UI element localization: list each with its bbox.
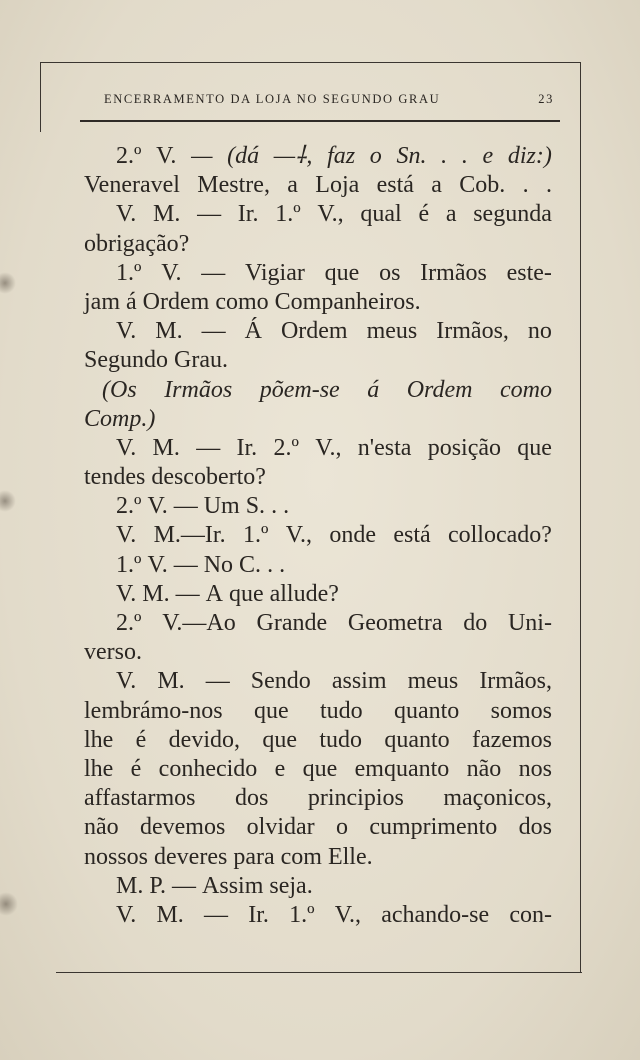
word: quanto	[384, 726, 450, 753]
word: olvidar	[246, 814, 315, 841]
word: com	[280, 843, 328, 870]
word: M.	[152, 434, 180, 461]
word: que	[228, 580, 270, 607]
word: .	[279, 551, 286, 578]
text-line	[84, 609, 552, 638]
ink-smudge	[0, 490, 16, 512]
text-line	[84, 755, 552, 784]
word: que	[324, 259, 360, 286]
ink-smudge	[0, 892, 18, 916]
word: Ir.	[236, 434, 258, 461]
word: principios	[307, 785, 404, 812]
word: —	[172, 872, 203, 899]
word: .	[545, 172, 552, 199]
word: como	[215, 288, 275, 315]
word: a	[431, 172, 442, 199]
word: assim	[331, 668, 387, 695]
word: faz	[327, 143, 356, 169]
text-line	[84, 317, 552, 346]
word: Um	[203, 493, 246, 520]
word: V.	[156, 143, 177, 169]
word: Ordem	[406, 376, 473, 403]
word: tendes	[84, 464, 152, 491]
word: V.,	[317, 201, 344, 228]
word: para	[233, 843, 281, 870]
word: n'esta	[357, 434, 412, 461]
word: Grau.	[174, 347, 228, 374]
word: o	[335, 814, 348, 841]
word: Sendo	[250, 668, 311, 695]
word: não	[84, 814, 119, 841]
word: Ordem	[142, 288, 216, 315]
word: os	[379, 259, 401, 286]
word: diz:)	[507, 143, 552, 169]
word: 2.º	[116, 143, 142, 169]
word: P.	[149, 872, 173, 899]
text-line	[84, 434, 552, 463]
text-line	[84, 346, 552, 375]
word: está	[393, 522, 431, 549]
word: Grande	[256, 610, 328, 636]
word: tudo	[319, 726, 363, 753]
word: Elle.	[327, 843, 373, 870]
word: con-	[509, 901, 552, 928]
text-line	[84, 463, 552, 492]
word: V.	[147, 493, 174, 520]
word: A	[205, 580, 229, 607]
word: (dá	[227, 143, 260, 169]
word: M.	[157, 668, 185, 695]
text-line	[84, 580, 552, 609]
word: tudo	[319, 697, 363, 724]
word: e	[482, 143, 494, 169]
word: onde	[329, 522, 376, 549]
word: e	[274, 755, 286, 782]
word: qual	[360, 201, 402, 228]
text-line	[84, 521, 552, 550]
word: Assim	[202, 872, 270, 899]
word: 1.º	[116, 259, 142, 286]
word: 2.º	[273, 434, 299, 461]
word: Companheiros.	[274, 288, 421, 315]
word: M.—Ir.	[153, 522, 226, 549]
word: V.	[116, 668, 137, 695]
word: verso.	[84, 639, 142, 666]
word: (Os	[102, 376, 137, 403]
word: meus	[407, 668, 459, 695]
word: Á	[244, 318, 262, 345]
word: é	[130, 755, 142, 782]
word: no	[527, 318, 552, 345]
word: —	[173, 493, 204, 520]
word: —	[201, 318, 226, 345]
word: V.—Ao	[162, 610, 236, 636]
word: —	[201, 259, 226, 286]
word: V.,	[315, 434, 342, 461]
word: V.	[116, 318, 137, 345]
word: que	[253, 697, 289, 724]
word: V.,	[334, 901, 361, 928]
word: dos	[235, 785, 269, 812]
word: Irmãos,	[479, 668, 552, 695]
word: Irmãos	[420, 259, 487, 286]
text-line	[84, 492, 552, 521]
word: 1.º	[289, 901, 315, 928]
word: C.	[239, 551, 268, 578]
word: devido,	[168, 726, 240, 753]
body-text	[84, 142, 552, 930]
word: somos	[490, 697, 552, 724]
word: —	[191, 143, 213, 169]
page-number: 23	[538, 92, 554, 106]
word: —	[204, 901, 228, 928]
text-line	[84, 142, 552, 171]
word: emquanto	[354, 755, 450, 782]
word: Geometra	[347, 610, 443, 636]
word: V.	[116, 201, 137, 228]
word: a	[287, 172, 298, 199]
word: que	[262, 726, 297, 753]
word: M.	[155, 318, 183, 345]
word: V.	[147, 551, 174, 578]
word: M.	[142, 580, 176, 607]
word: põem-se	[259, 376, 340, 403]
word: este-	[506, 259, 552, 286]
word: M.	[116, 872, 150, 899]
word: —	[197, 201, 222, 228]
word: maçonicos,	[443, 785, 552, 812]
word: lembrámo-nos	[84, 697, 223, 724]
word: Ir.	[248, 901, 269, 928]
word: 1.º	[116, 551, 148, 578]
word: 1.º	[242, 522, 269, 549]
word: fazemos	[472, 726, 552, 753]
word: deveres	[154, 843, 234, 870]
word: —	[173, 551, 204, 578]
word: nos	[518, 755, 552, 782]
word: .	[271, 493, 284, 520]
page-frame-left	[40, 62, 41, 132]
text-line	[84, 813, 552, 842]
text-line	[84, 376, 552, 405]
word: meus	[366, 318, 418, 345]
word: M.	[156, 901, 184, 928]
word: .	[461, 143, 468, 169]
word: affastarmos	[84, 785, 196, 812]
text-line	[84, 697, 552, 726]
word: jam	[84, 288, 126, 315]
word: não	[466, 755, 502, 782]
text-line	[84, 259, 552, 288]
word: Irmãos	[164, 376, 233, 403]
word: posição	[427, 434, 501, 461]
word: lhe	[84, 726, 114, 753]
word: que	[302, 755, 338, 782]
page-frame-top	[40, 62, 580, 63]
word: Cob.	[459, 172, 506, 199]
word: á	[367, 376, 380, 403]
word: Uni-	[507, 610, 552, 636]
word: dos	[518, 814, 552, 841]
word: nossos	[84, 843, 155, 870]
text-line	[84, 171, 552, 200]
word: V.,	[285, 522, 312, 549]
word: devemos	[140, 814, 226, 841]
word: —⸸,	[273, 143, 313, 169]
word: —	[205, 668, 230, 695]
word: Loja	[315, 172, 360, 199]
word: .	[283, 493, 290, 520]
word: collocado?	[447, 522, 552, 549]
word: descoberto?	[151, 464, 266, 491]
text-line	[84, 230, 552, 259]
text-line	[84, 200, 552, 229]
text-line	[84, 405, 552, 434]
text-line	[84, 901, 552, 930]
word: é	[135, 726, 147, 753]
text-line	[84, 872, 552, 901]
word: lhe	[84, 755, 114, 782]
word: No	[203, 551, 240, 578]
word: o	[369, 143, 382, 169]
word: achando-se	[381, 901, 490, 928]
word: Veneravel	[84, 172, 180, 199]
word: 1.º	[275, 201, 301, 228]
header-rule	[80, 120, 560, 122]
word: —	[196, 434, 221, 461]
word: V.	[116, 901, 137, 928]
word: segunda	[473, 201, 552, 228]
word: quanto	[393, 697, 460, 724]
word: —	[175, 580, 206, 607]
word: que	[517, 434, 552, 461]
running-title: ENCERRAMENTO DA LOJA NO SEGUNDO GRAU	[104, 92, 441, 106]
text-line	[84, 726, 552, 755]
page-frame-bottom	[56, 972, 582, 973]
word: a	[445, 201, 457, 228]
word: M.	[152, 201, 181, 228]
text-line	[84, 551, 552, 580]
word: V.	[161, 259, 182, 286]
word: V.	[116, 522, 137, 549]
text-line	[84, 288, 552, 317]
word: Segundo	[84, 347, 174, 374]
word: está	[376, 172, 414, 199]
word: S.	[245, 493, 272, 520]
word: 2.º	[116, 493, 148, 520]
word: é	[418, 201, 430, 228]
text-line	[84, 843, 552, 872]
text-line	[84, 667, 552, 696]
word: Mestre,	[197, 172, 270, 199]
page-frame-right	[580, 62, 581, 972]
text-line	[84, 784, 552, 813]
word: como	[500, 376, 552, 403]
word: Ir.	[237, 201, 259, 228]
running-header	[104, 92, 554, 107]
word: Ordem	[280, 318, 348, 345]
word: .	[441, 143, 448, 169]
ink-smudge	[0, 272, 16, 294]
word: Irmãos,	[436, 318, 509, 345]
word: obrigação?	[84, 230, 190, 257]
word: 2.º	[116, 610, 142, 636]
word: allude?	[269, 580, 339, 607]
word: seja.	[269, 872, 313, 899]
text-line	[84, 638, 552, 667]
word: cumprimento	[369, 814, 498, 841]
word: á	[126, 288, 143, 315]
word: .	[522, 172, 529, 199]
word: V.	[116, 434, 137, 461]
word: Vigiar	[245, 259, 305, 286]
word: .	[267, 551, 280, 578]
word: Comp.)	[84, 405, 156, 432]
word: do	[463, 610, 488, 636]
word: conhecido	[158, 755, 258, 782]
word: Sn.	[396, 143, 427, 169]
word: V.	[116, 580, 143, 607]
